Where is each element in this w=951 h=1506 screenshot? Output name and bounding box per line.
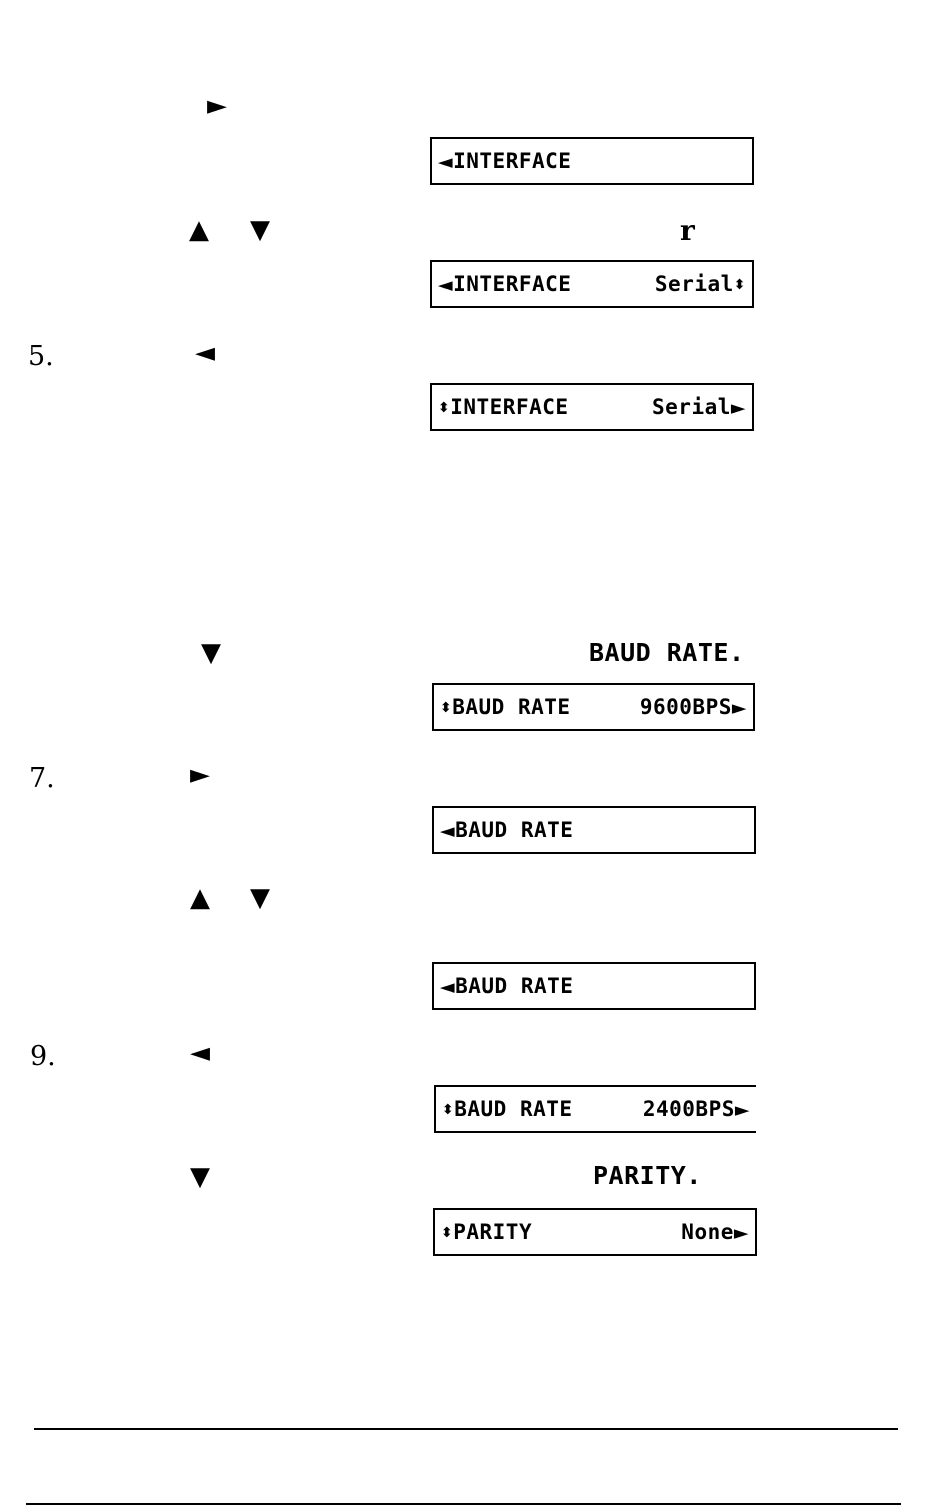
right-arrow-icon: ►: [733, 1222, 749, 1244]
lcd-display-parity: [433, 1208, 757, 1256]
up-down-arrow-icon: ⬍: [441, 1225, 454, 1241]
lcd-label: [440, 974, 573, 998]
lcd-display-interface-select: [430, 137, 754, 185]
step-number: 7.: [29, 763, 55, 794]
up-arrow-icon: ▲: [189, 215, 209, 245]
lcd-display-baud-2400: [434, 1085, 756, 1133]
step-number: 9.: [30, 1041, 56, 1072]
lcd-label-text: BAUD RATE: [454, 1097, 573, 1121]
up-arrow-icon: ▲: [190, 883, 210, 913]
footer-rule-bottom: [26, 1503, 901, 1505]
left-arrow-icon: ◄: [440, 820, 456, 842]
lcd-value-text: Serial: [654, 272, 734, 296]
left-arrow-icon: ◄: [438, 151, 454, 173]
down-arrow-icon: ▼: [250, 883, 270, 913]
right-arrow-icon: ►: [731, 697, 747, 719]
right-arrow-icon: ►: [734, 1099, 750, 1121]
right-arrow-icon: ►: [730, 397, 746, 419]
left-arrow-icon: ◄: [440, 976, 456, 998]
lcd-label-text: BAUD RATE: [455, 818, 574, 842]
lcd-label: [438, 272, 571, 296]
lcd-label: [442, 1097, 573, 1121]
down-arrow-icon: ▼: [250, 215, 270, 245]
baud-rate-text: BAUD RATE.: [589, 638, 745, 667]
lcd-value: [643, 1097, 750, 1121]
lcd-label-text: INTERFACE: [450, 395, 569, 419]
lcd-value: [652, 395, 746, 419]
up-down-arrow-icon: ⬍: [442, 1102, 455, 1118]
lcd-label-text: BAUD RATE: [455, 974, 574, 998]
lcd-value-text: 9600BPS: [639, 695, 732, 719]
right-arrow-icon: ►: [190, 760, 210, 790]
lcd-value-text: Serial: [652, 395, 731, 419]
lcd-label: [440, 818, 573, 842]
parity-text: PARITY.: [593, 1161, 702, 1190]
lcd-label-text: PARITY: [453, 1220, 533, 1244]
left-arrow-icon: ◄: [438, 274, 454, 296]
lcd-display-baud-change: [432, 962, 756, 1010]
left-arrow-icon: ◄: [190, 1038, 210, 1068]
lcd-display-baud-select: [432, 806, 756, 854]
down-arrow-icon: ▼: [190, 1162, 210, 1192]
lcd-display-baud-9600: [432, 683, 755, 731]
text-fragment: r: [680, 214, 695, 247]
left-arrow-icon: ◄: [195, 338, 215, 368]
lcd-display-interface-serial: [430, 260, 754, 308]
lcd-value: [681, 1220, 749, 1244]
lcd-label: [438, 149, 571, 173]
lcd-label-text: INTERFACE: [453, 149, 572, 173]
down-arrow-icon: ▼: [201, 638, 221, 668]
lcd-label: [440, 695, 571, 719]
lcd-display-interface-confirmed: [430, 383, 754, 431]
lcd-value: [655, 272, 746, 296]
lcd-label: [438, 395, 569, 419]
footer-rule-top: [34, 1428, 898, 1430]
lcd-value: [640, 695, 747, 719]
lcd-label-text: BAUD RATE: [452, 695, 571, 719]
right-arrow-icon: ►: [207, 91, 227, 121]
lcd-value-text: None: [681, 1220, 734, 1244]
up-down-arrow-icon: ⬍: [438, 400, 451, 416]
up-down-arrow-icon: ⬍: [733, 277, 746, 293]
lcd-label: [441, 1220, 532, 1244]
step-number: 5.: [28, 341, 54, 372]
up-down-arrow-icon: ⬍: [440, 700, 453, 716]
lcd-value-text: 2400BPS: [642, 1097, 735, 1121]
lcd-label-text: INTERFACE: [453, 272, 572, 296]
